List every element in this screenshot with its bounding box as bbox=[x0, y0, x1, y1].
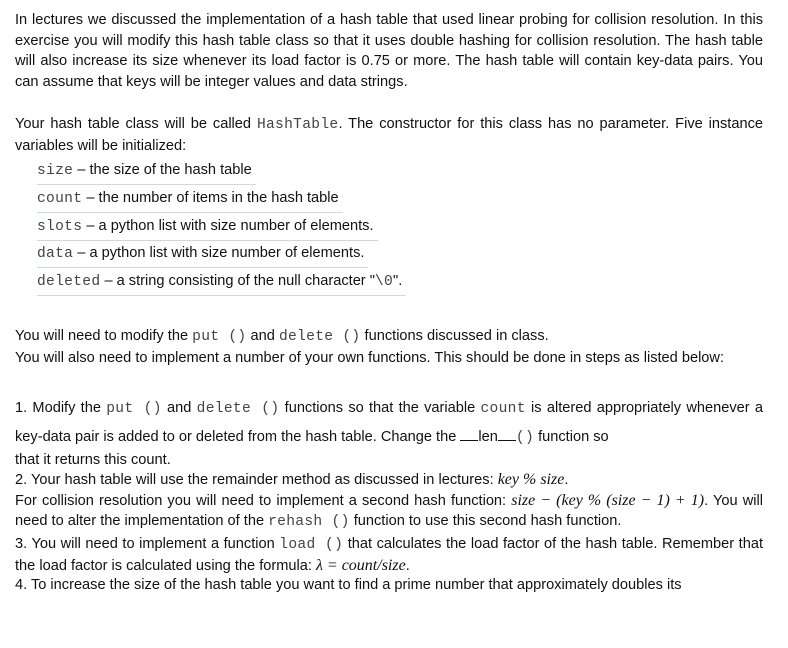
class-description: Your hash table class will be called HashTable. The constructor for this class has no parameter. Five instance variables will be initialized: bbox=[15, 116, 763, 154]
step-1: 1. Modify the put () and delete () functions so that the variable count is altered appropriately whenever a key-data pair is added to or deleted from the hash table. Change the len () function so bbox=[15, 400, 764, 446]
hash-formula: key % size bbox=[497, 471, 565, 488]
load-factor-formula: λ = count/size bbox=[315, 556, 406, 574]
class-name-code: HashTable bbox=[256, 117, 339, 133]
variable-slots: slots – a python list with size number of elements. bbox=[37, 213, 378, 239]
intro-paragraph: In lectures we discussed the implementation of a hash table that used linear probing for collision resolution. In this exercise you will modify this hash table class so that it uses double hashing for collision resolution. The hash table will also increase its size whenever its load factor is 0.75 or more. The hash table will contain key-data pairs. You can assume that keys will be integer values and data strings. bbox=[15, 12, 763, 91]
variable-size: size – the size of the hash table bbox=[37, 157, 256, 183]
instructions-paragraph: You will need to modify the put () and delete () functions discussed in class. You will also need to implement a number of your own functions. This should be done in steps as listed below: bbox=[15, 328, 725, 366]
step-1-continued: that it returns this count. bbox=[15, 452, 171, 468]
second-hash-formula: size − (key % (size − 1) + 1) bbox=[511, 491, 705, 509]
variable-count: count – the number of items in the hash table bbox=[37, 185, 343, 211]
variable-deleted: deleted – a string consisting of the null character "\0". bbox=[37, 268, 406, 294]
step-4: 4. To increase the size of the hash table you want to find a prime number that approximately doubles its bbox=[15, 577, 682, 593]
step-3: 3. You will need to implement a function load () that calculates the load factor of the hash table. Remember that the load factor is calculated using the formula: λ = count/size. bbox=[15, 536, 764, 574]
step-2: 2. Your hash table will use the remainder method as discussed in lectures: key % size. For collision resolution you will need to implement a second hash function: size − (key % (size − 1) + 1). You will need to alter the implementation of the rehash () function to use this second hash function. bbox=[15, 471, 763, 531]
variable-data: data – a python list with size number of elements. bbox=[37, 240, 368, 266]
